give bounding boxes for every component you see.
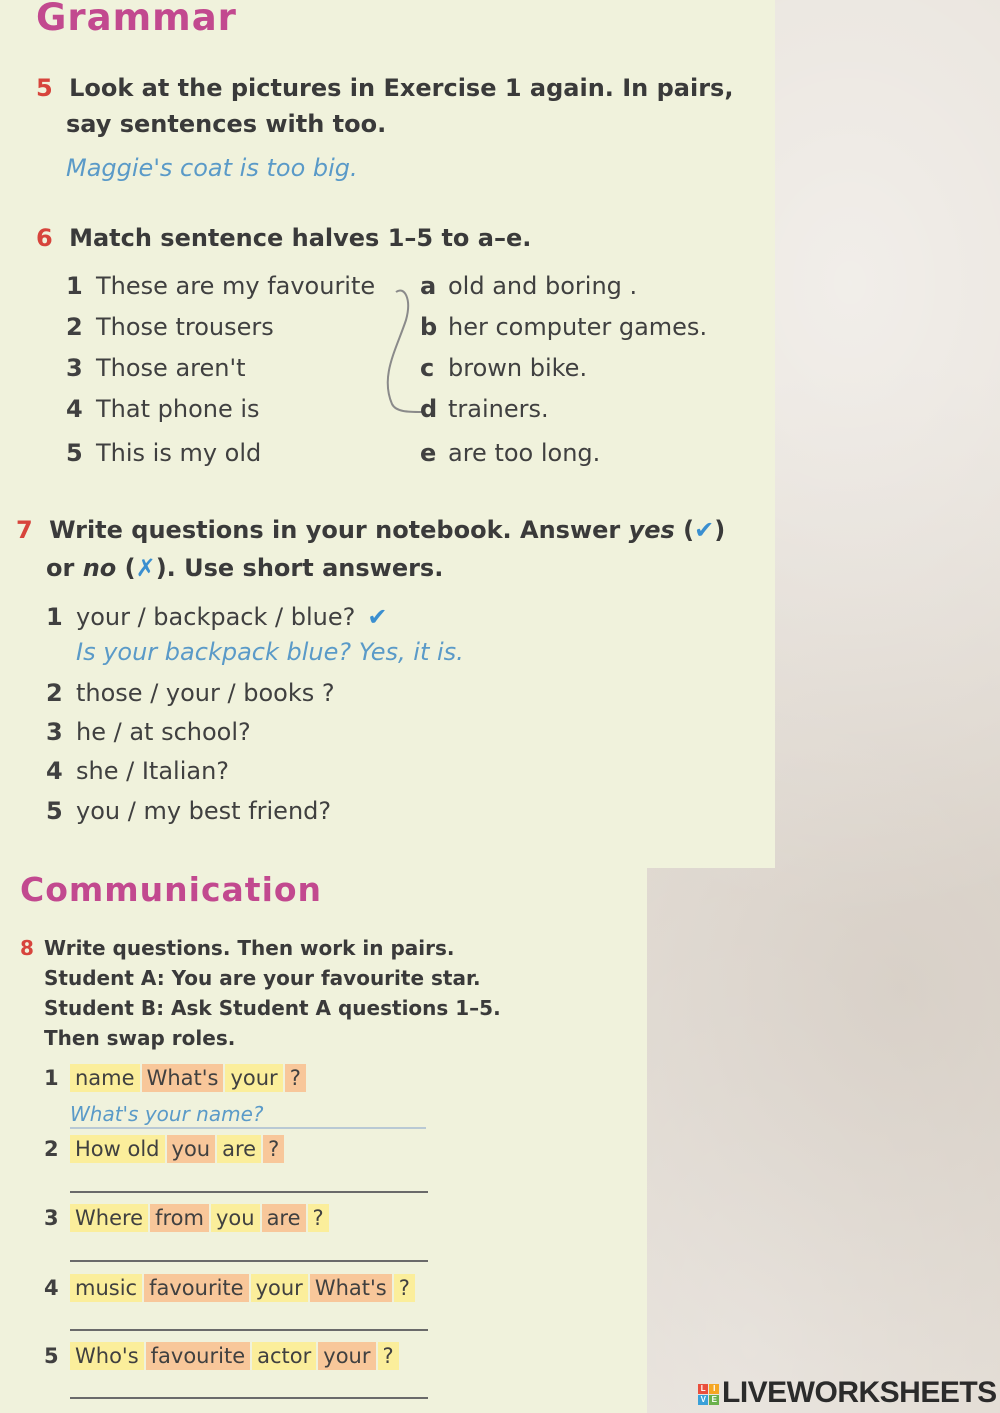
match-left-2[interactable] bbox=[66, 313, 274, 341]
paren-open: ( bbox=[116, 554, 136, 582]
exercise-7-line2 bbox=[46, 554, 443, 582]
item-text: those / your / books ? bbox=[76, 679, 335, 707]
word-tile[interactable]: What's bbox=[310, 1274, 392, 1302]
item-number: 2 bbox=[46, 679, 63, 707]
item-text: That phone is bbox=[96, 395, 260, 423]
exercise-8-line2: Student A: You are your favourite star. bbox=[44, 966, 481, 990]
exercise-7-text: Write questions in your notebook. Answer bbox=[49, 516, 629, 544]
item-number: 2 bbox=[44, 1137, 59, 1161]
word-tile[interactable]: Where bbox=[70, 1204, 148, 1232]
scramble-item-2 bbox=[44, 1135, 286, 1163]
item-number: 5 bbox=[66, 439, 83, 467]
or-word: or bbox=[46, 554, 83, 582]
tick-icon: ✔ bbox=[694, 516, 715, 544]
question-item-4 bbox=[46, 757, 229, 785]
word-tile[interactable]: favourite bbox=[144, 1274, 248, 1302]
item-number: 3 bbox=[66, 354, 83, 382]
item-number: 5 bbox=[44, 1344, 59, 1368]
match-left-1[interactable] bbox=[66, 272, 375, 300]
item-text: Those aren't bbox=[96, 354, 246, 382]
word-tile[interactable]: your bbox=[225, 1064, 282, 1092]
word-tile[interactable]: actor bbox=[252, 1342, 316, 1370]
answer-line-1 bbox=[70, 1127, 426, 1129]
scramble-item-3 bbox=[44, 1204, 331, 1232]
item-number: 1 bbox=[44, 1066, 59, 1090]
item-text: trainers. bbox=[448, 395, 549, 423]
item-letter: b bbox=[420, 313, 438, 341]
scramble-item-5 bbox=[44, 1342, 401, 1370]
exercise-8-line1: Write questions. Then work in pairs. bbox=[44, 936, 455, 960]
word-tile[interactable]: you bbox=[167, 1135, 216, 1163]
word-tile[interactable]: name bbox=[70, 1064, 140, 1092]
exercise-5-line1: Look at the pictures in Exercise 1 again. In pairs, bbox=[69, 74, 734, 102]
tick-icon: ✔ bbox=[367, 603, 388, 631]
logo-letter: V bbox=[698, 1395, 708, 1405]
match-left-3[interactable] bbox=[66, 354, 245, 382]
logo-letter: I bbox=[709, 1384, 719, 1394]
yes-word: yes bbox=[628, 516, 675, 544]
exercise-8-line4: Then swap roles. bbox=[44, 1026, 236, 1050]
item-number: 1 bbox=[46, 603, 63, 631]
item-text: she / Italian? bbox=[76, 757, 230, 785]
scramble-item-1 bbox=[44, 1064, 308, 1092]
item-text: Those trousers bbox=[96, 313, 274, 341]
logo-letter: E bbox=[709, 1395, 719, 1405]
logo-letter: L bbox=[698, 1384, 708, 1394]
word-tile[interactable]: What's bbox=[142, 1064, 224, 1092]
word-tile[interactable]: music bbox=[70, 1274, 142, 1302]
paren-open: ( bbox=[674, 516, 695, 544]
exercise-6-text: Match sentence halves 1–5 to a–e. bbox=[69, 224, 532, 252]
question-item-1 bbox=[46, 603, 387, 631]
match-right-d[interactable] bbox=[420, 395, 549, 423]
answer-line-2[interactable] bbox=[70, 1191, 428, 1193]
exercise-5-instruction bbox=[36, 74, 733, 102]
exercise-6-instruction bbox=[36, 224, 531, 252]
match-left-5[interactable] bbox=[66, 439, 261, 467]
item-number: 4 bbox=[66, 395, 83, 423]
item-number: 3 bbox=[46, 718, 63, 746]
word-tile[interactable]: ? bbox=[394, 1274, 415, 1302]
question-item-3 bbox=[46, 718, 251, 746]
answer-line-3[interactable] bbox=[70, 1260, 428, 1262]
word-tile[interactable]: ? bbox=[263, 1135, 284, 1163]
no-word: no bbox=[82, 554, 117, 582]
answer-line-5[interactable] bbox=[70, 1397, 428, 1399]
grammar-heading: Grammar bbox=[36, 0, 237, 39]
word-tile[interactable]: are bbox=[217, 1135, 261, 1163]
scramble-item-4 bbox=[44, 1274, 417, 1302]
item-number: 4 bbox=[44, 1276, 59, 1300]
word-tile[interactable]: your bbox=[318, 1342, 375, 1370]
exercise-5-line2: say sentences with too. bbox=[66, 110, 387, 138]
item-letter: d bbox=[420, 395, 438, 423]
word-tile[interactable]: ? bbox=[308, 1204, 329, 1232]
item-number: 5 bbox=[46, 797, 63, 825]
exercise-6-number: 6 bbox=[36, 224, 53, 252]
word-tile[interactable]: your bbox=[251, 1274, 308, 1302]
question-item-5 bbox=[46, 797, 331, 825]
match-left-4[interactable] bbox=[66, 395, 260, 423]
exercise-7-number: 7 bbox=[16, 516, 33, 544]
match-right-c[interactable] bbox=[420, 354, 587, 382]
cross-icon: ✗ bbox=[135, 554, 156, 582]
word-tile[interactable]: favourite bbox=[146, 1342, 250, 1370]
item-text: old and boring . bbox=[448, 272, 638, 300]
scramble-answer-1[interactable]: What's your name? bbox=[70, 1102, 264, 1126]
item-text: he / at school? bbox=[76, 718, 251, 746]
exercise-7-line1 bbox=[16, 516, 725, 544]
exercise-5-number: 5 bbox=[36, 74, 53, 102]
match-right-e[interactable] bbox=[420, 439, 600, 467]
liveworksheets-logo bbox=[698, 1376, 997, 1410]
item-number: 4 bbox=[46, 757, 63, 785]
communication-heading: Communication bbox=[20, 870, 323, 909]
word-tile[interactable]: Who's bbox=[70, 1342, 144, 1370]
item-letter: c bbox=[420, 354, 435, 382]
item-number: 3 bbox=[44, 1206, 59, 1230]
word-tile[interactable]: from bbox=[150, 1204, 209, 1232]
logo-text: LIVEWORKSHEETS bbox=[722, 1376, 997, 1409]
exercise-7-example-answer: Is your backpack blue? Yes, it is. bbox=[76, 638, 464, 666]
item-text: your / backpack / blue? bbox=[76, 603, 356, 631]
paren-close: ) bbox=[714, 516, 726, 544]
word-tile[interactable]: How old bbox=[70, 1135, 165, 1163]
item-number: 1 bbox=[66, 272, 83, 300]
item-text: are too long. bbox=[448, 439, 601, 467]
question-item-2 bbox=[46, 679, 335, 707]
item-text: her computer games. bbox=[448, 313, 708, 341]
logo-icon bbox=[698, 1384, 719, 1405]
item-text: brown bike. bbox=[448, 354, 588, 382]
word-tile[interactable]: ? bbox=[378, 1342, 399, 1370]
item-text: These are my favourite bbox=[96, 272, 376, 300]
item-text: you / my best friend? bbox=[76, 797, 332, 825]
match-right-b[interactable] bbox=[420, 313, 707, 341]
item-letter: e bbox=[420, 439, 437, 467]
exercise-8-number: 8 bbox=[20, 936, 34, 960]
item-text: This is my old bbox=[96, 439, 262, 467]
exercise-5-example: Maggie's coat is too big. bbox=[66, 154, 358, 182]
match-right-a[interactable] bbox=[420, 272, 637, 300]
word-tile[interactable]: ? bbox=[285, 1064, 306, 1092]
word-tile[interactable]: you bbox=[211, 1204, 260, 1232]
exercise-8-instruction bbox=[20, 933, 501, 1053]
item-letter: a bbox=[420, 272, 437, 300]
item-number: 2 bbox=[66, 313, 83, 341]
answer-line-4[interactable] bbox=[70, 1329, 428, 1331]
exercise-7-text-end: ). Use short answers. bbox=[155, 554, 444, 582]
exercise-8-line3: Student B: Ask Student A questions 1–5. bbox=[44, 996, 501, 1020]
word-tile[interactable]: are bbox=[262, 1204, 306, 1232]
